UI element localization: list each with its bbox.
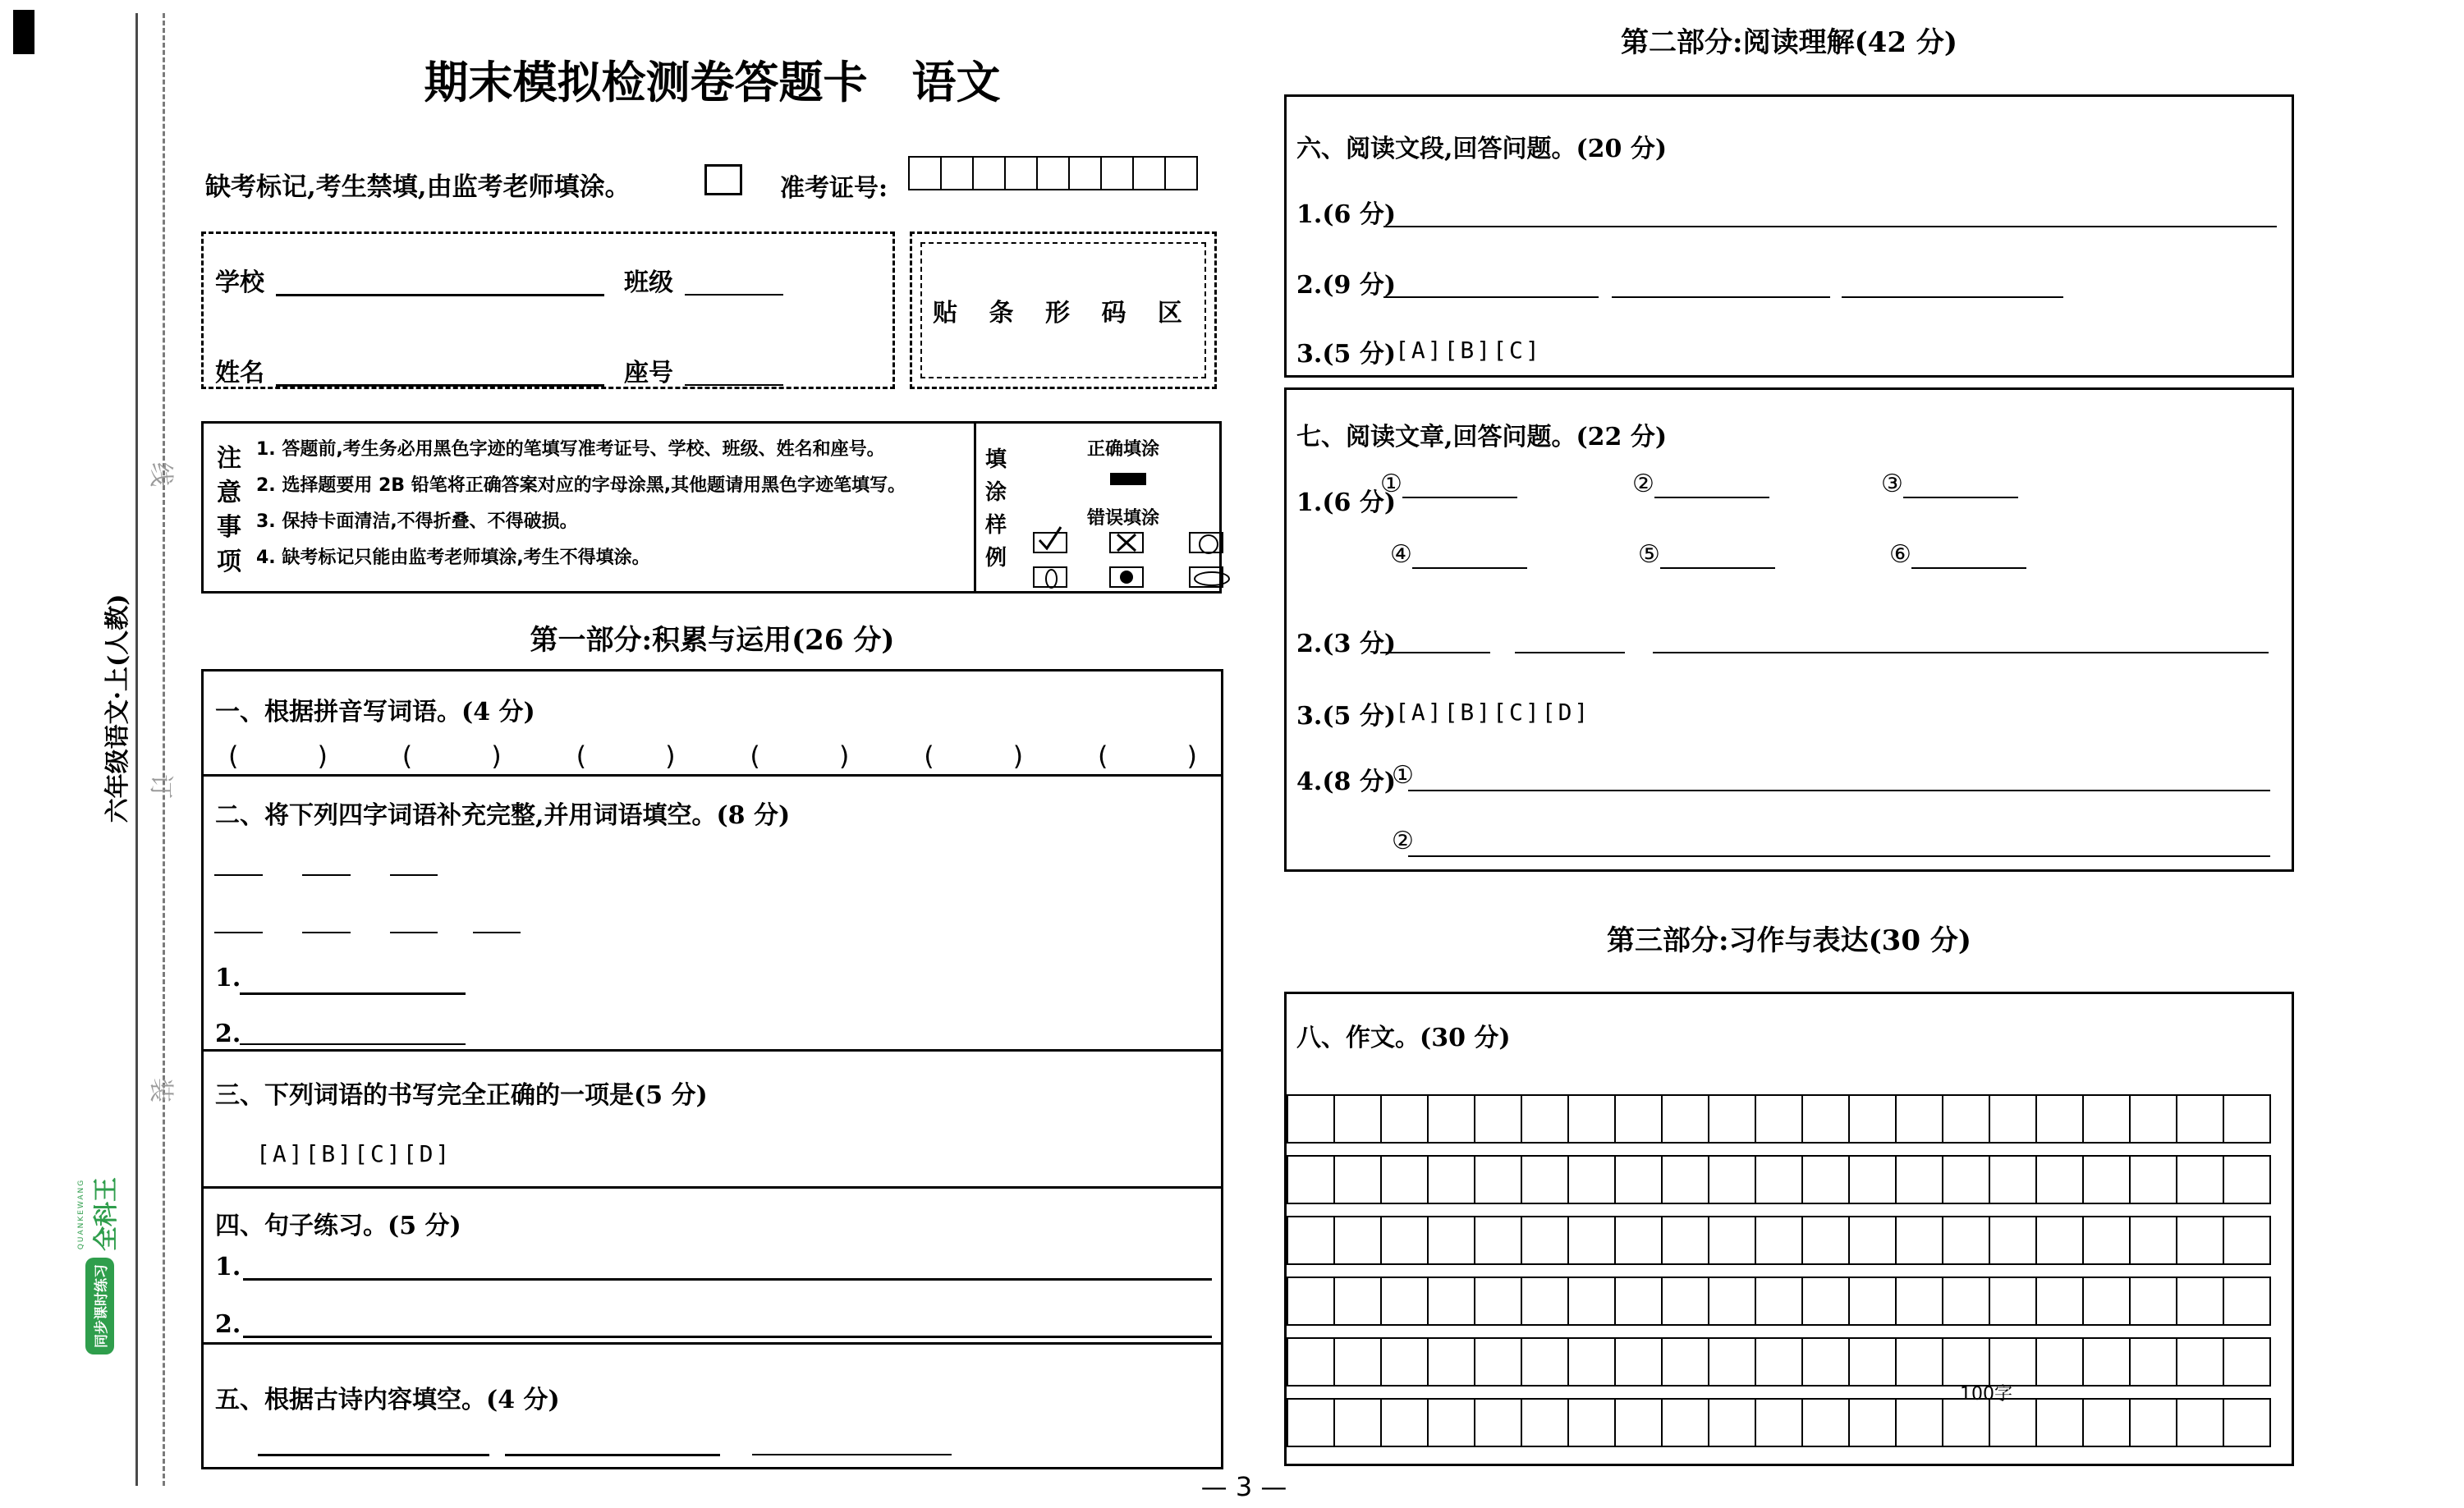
composition-cell[interactable]	[1614, 1337, 1663, 1387]
composition-cell[interactable]	[1567, 1337, 1616, 1387]
poem-blank-2[interactable]	[505, 1453, 720, 1456]
composition-cell[interactable]	[1380, 1277, 1429, 1326]
sample-box-wide-oval	[1189, 566, 1223, 588]
composition-cell[interactable]	[1287, 1155, 1335, 1204]
sample-box-check	[1033, 532, 1067, 553]
composition-cell[interactable]	[2082, 1094, 2131, 1144]
exam-no-cell[interactable]	[1164, 156, 1198, 190]
idiom-blank[interactable]	[390, 873, 438, 876]
composition-row	[1288, 1337, 2271, 1387]
composition-cell[interactable]	[1848, 1398, 1897, 1447]
composition-cell[interactable]	[1755, 1398, 1803, 1447]
composition-cell[interactable]	[1942, 1277, 1990, 1326]
sample-box-cross	[1109, 532, 1144, 553]
composition-cell[interactable]	[1427, 1337, 1475, 1387]
composition-cell[interactable]	[1801, 1155, 1850, 1204]
composition-cell[interactable]	[2176, 1398, 2224, 1447]
composition-cell[interactable]	[1661, 1337, 1709, 1387]
section-2-answer-line-1[interactable]	[240, 992, 466, 995]
composition-cell[interactable]	[1989, 1337, 2037, 1387]
correct-fill-label: 正确填涂	[1087, 439, 1160, 460]
poem-blank-1[interactable]	[258, 1453, 489, 1456]
answer-paren[interactable]: ( )	[401, 740, 502, 772]
composition-cell[interactable]	[1848, 1337, 1897, 1387]
composition-cell[interactable]	[1708, 1094, 1756, 1144]
composition-cell[interactable]	[2223, 1094, 2271, 1144]
composition-cell[interactable]	[1333, 1094, 1382, 1144]
composition-cell[interactable]	[1661, 1277, 1709, 1326]
sample-box-circle	[1189, 532, 1223, 553]
logo-brand-en: QUANKEWANG	[77, 1178, 85, 1250]
composition-cell[interactable]	[1708, 1216, 1756, 1265]
composition-cell[interactable]	[1708, 1337, 1756, 1387]
circled-2: ②	[1632, 470, 1654, 498]
composition-cell[interactable]	[2035, 1398, 2084, 1447]
section-6-item-1: 1.(6 分)	[1296, 200, 1397, 229]
composition-cell[interactable]	[1380, 1094, 1429, 1144]
school-input-line[interactable]	[276, 293, 604, 296]
composition-cell[interactable]	[2176, 1337, 2224, 1387]
binding-line-solid	[135, 13, 138, 1486]
composition-cell[interactable]	[1380, 1155, 1429, 1204]
school-label: 学校	[215, 268, 264, 297]
composition-cell[interactable]	[1474, 1277, 1522, 1326]
composition-cell[interactable]	[1895, 1216, 1943, 1265]
section-6-item-3: 3.(5 分)	[1296, 340, 1397, 369]
idiom-blank[interactable]	[214, 931, 263, 933]
composition-cell[interactable]	[2223, 1398, 2271, 1447]
composition-cell[interactable]	[1755, 1216, 1803, 1265]
name-input-line[interactable]	[276, 383, 604, 387]
idiom-blank[interactable]	[390, 931, 438, 933]
composition-cell[interactable]	[1521, 1398, 1569, 1447]
composition-cell[interactable]	[2035, 1277, 2084, 1326]
composition-cell[interactable]	[1708, 1277, 1756, 1326]
section-6-answer-line-1[interactable]	[1383, 225, 2277, 227]
composition-cell[interactable]	[1614, 1398, 1663, 1447]
composition-cell[interactable]	[1567, 1216, 1616, 1265]
class-label: 班级	[624, 268, 673, 297]
section-7-item-1: 1.(6 分)	[1296, 488, 1397, 517]
section-6-item-2: 2.(9 分)	[1296, 271, 1397, 300]
composition-cell[interactable]	[1567, 1155, 1616, 1204]
notice-divider	[974, 424, 976, 591]
notice-label: 注意事项	[217, 444, 241, 576]
answer-paren[interactable]: ( )	[576, 740, 676, 772]
composition-cell[interactable]	[1333, 1277, 1382, 1326]
composition-cell[interactable]	[2129, 1155, 2177, 1204]
composition-cell[interactable]	[1848, 1277, 1897, 1326]
section-7-item-3: 3.(5 分)	[1296, 702, 1397, 731]
composition-cell[interactable]	[1427, 1094, 1475, 1144]
composition-cell[interactable]	[1801, 1277, 1850, 1326]
composition-cell[interactable]	[2176, 1216, 2224, 1265]
composition-cell[interactable]	[1474, 1216, 1522, 1265]
seat-input-line[interactable]	[685, 383, 783, 386]
idiom-blank[interactable]	[302, 931, 351, 933]
class-input-line[interactable]	[685, 293, 783, 296]
composition-cell[interactable]	[1661, 1216, 1709, 1265]
sample-box-thin-oval	[1033, 566, 1067, 588]
circled-sub-2: ②	[1392, 827, 1414, 855]
composition-cell[interactable]	[2082, 1337, 2131, 1387]
section-7-answer-line-2b[interactable]	[1515, 651, 1625, 653]
circled-5: ⑤	[1638, 540, 1660, 569]
composition-cell[interactable]	[2082, 1216, 2131, 1265]
circled-5-line[interactable]	[1660, 539, 1775, 569]
part2-heading: 第二部分:阅读理解(42 分)	[1621, 26, 1957, 59]
exam-no-cell[interactable]	[1132, 156, 1166, 190]
thin-oval-icon	[1045, 569, 1058, 589]
binding-char-ding: 订	[146, 774, 175, 799]
composition-cell[interactable]	[1427, 1216, 1475, 1265]
composition-cell[interactable]	[1474, 1094, 1522, 1144]
section-2-box	[201, 774, 1223, 1052]
composition-cell[interactable]	[1895, 1277, 1943, 1326]
composition-cell[interactable]	[1287, 1216, 1335, 1265]
section-3-title: 三、下列词语的书写完全正确的一项是(5 分)	[215, 1081, 708, 1110]
absent-mark-box[interactable]	[704, 164, 742, 195]
composition-row	[1288, 1155, 2271, 1204]
composition-cell[interactable]	[1895, 1398, 1943, 1447]
composition-cell[interactable]	[2176, 1155, 2224, 1204]
composition-cell[interactable]	[2223, 1337, 2271, 1387]
composition-cell[interactable]	[1989, 1398, 2037, 1447]
composition-cell[interactable]	[1474, 1155, 1522, 1204]
publisher-logo	[77, 1166, 122, 1354]
composition-cell[interactable]	[1521, 1337, 1569, 1387]
answer-paren[interactable]: ( )	[750, 740, 850, 772]
blank-group-2[interactable]	[1632, 469, 1769, 498]
circled-4: ④	[1390, 540, 1412, 569]
composition-cell[interactable]	[1801, 1216, 1850, 1265]
composition-cell[interactable]	[1989, 1277, 2037, 1326]
corner-registration-mark	[13, 10, 34, 54]
composition-cell[interactable]	[2223, 1155, 2271, 1204]
composition-cell[interactable]	[1989, 1094, 2037, 1144]
exam-no-cell[interactable]	[1100, 156, 1134, 190]
composition-row	[1288, 1398, 2271, 1447]
notice-box	[201, 421, 1222, 594]
circled-2-line[interactable]	[1654, 469, 1769, 498]
section-6-answer-line-2a[interactable]	[1383, 296, 1599, 298]
dot-icon	[1120, 571, 1133, 584]
fill-sample-label: 填涂样例	[985, 447, 1007, 571]
composition-cell[interactable]	[2129, 1337, 2177, 1387]
composition-cell[interactable]	[1380, 1337, 1429, 1387]
composition-cell[interactable]	[1755, 1155, 1803, 1204]
binding-char-zhuang: 装	[146, 1078, 175, 1102]
barcode-area-outer[interactable]	[910, 231, 1217, 389]
composition-cell[interactable]	[1895, 1155, 1943, 1204]
composition-cell[interactable]	[1521, 1094, 1569, 1144]
composition-cell[interactable]	[1567, 1277, 1616, 1326]
circled-6: ⑥	[1889, 540, 1911, 569]
composition-cell[interactable]	[1942, 1337, 1990, 1387]
composition-cell[interactable]	[1521, 1216, 1569, 1265]
blank-group-1[interactable]	[1380, 469, 1517, 498]
composition-cell[interactable]	[2035, 1094, 2084, 1144]
composition-row	[1288, 1216, 2271, 1265]
barcode-area-inner	[920, 242, 1206, 378]
exam-no-cell[interactable]	[908, 156, 942, 190]
composition-cell[interactable]	[1287, 1398, 1335, 1447]
composition-cell[interactable]	[1287, 1277, 1335, 1326]
section-4-item-2: 2.	[215, 1310, 241, 1339]
composition-cell[interactable]	[1333, 1216, 1382, 1265]
composition-cell[interactable]	[1380, 1398, 1429, 1447]
idiom-blank[interactable]	[214, 873, 263, 876]
exam-no-grid[interactable]	[910, 156, 1198, 190]
composition-cell[interactable]	[2176, 1277, 2224, 1326]
poem-blank-3[interactable]	[752, 1453, 952, 1455]
composition-cell[interactable]	[2129, 1094, 2177, 1144]
idiom-blank[interactable]	[302, 873, 351, 876]
composition-cell[interactable]	[1661, 1094, 1709, 1144]
exam-no-cell[interactable]	[1068, 156, 1102, 190]
composition-cell[interactable]	[1989, 1155, 2037, 1204]
wide-oval-icon	[1194, 571, 1230, 586]
composition-cell[interactable]	[2129, 1277, 2177, 1326]
idiom-blank[interactable]	[473, 931, 521, 933]
seat-label: 座号	[624, 359, 673, 387]
composition-cell[interactable]	[1755, 1337, 1803, 1387]
composition-cell[interactable]	[1942, 1216, 1990, 1265]
composition-cell[interactable]	[1989, 1216, 2037, 1265]
section-2-item-2: 2.	[215, 1020, 241, 1048]
section-4-title: 四、句子练习。(5 分)	[215, 1212, 461, 1240]
composition-cell[interactable]	[1661, 1155, 1709, 1204]
composition-cell[interactable]	[1942, 1094, 1990, 1144]
composition-cell[interactable]	[2035, 1337, 2084, 1387]
composition-cell[interactable]	[1661, 1398, 1709, 1447]
composition-cell[interactable]	[2082, 1155, 2131, 1204]
composition-cell[interactable]	[1942, 1398, 1990, 1447]
section-4-box	[201, 1186, 1223, 1345]
section-6-answer-line-2c[interactable]	[1842, 296, 2063, 298]
exam-no-cell[interactable]	[940, 156, 974, 190]
sample-box-dot	[1109, 566, 1144, 588]
part3-heading: 第三部分:习作与表达(30 分)	[1607, 924, 1971, 957]
composition-cell[interactable]	[1895, 1337, 1943, 1387]
composition-cell[interactable]	[1614, 1216, 1663, 1265]
composition-grid[interactable]	[1288, 1094, 2271, 1459]
composition-cell[interactable]	[1755, 1094, 1803, 1144]
section-1-title: 一、根据拼音写词语。(4 分)	[215, 698, 535, 726]
wrong-fill-label: 错误填涂	[1087, 508, 1160, 529]
section-7-answer-line-4b[interactable]	[1408, 855, 2270, 857]
composition-cell[interactable]	[2035, 1155, 2084, 1204]
blank-group-3[interactable]	[1881, 469, 2018, 498]
section-7-box	[1284, 387, 2294, 872]
answer-paren[interactable]: ( )	[228, 740, 328, 772]
composition-row	[1288, 1094, 2271, 1144]
composition-cell[interactable]	[1708, 1398, 1756, 1447]
blank-group-5[interactable]	[1638, 539, 1775, 569]
section-8-title: 八、作文。(30 分)	[1296, 1024, 1511, 1052]
composition-cell[interactable]	[2176, 1094, 2224, 1144]
composition-cell[interactable]	[1848, 1216, 1897, 1265]
section-2-answer-line-2[interactable]	[240, 1043, 466, 1045]
section-5-box	[201, 1342, 1223, 1469]
composition-cell[interactable]	[1848, 1155, 1897, 1204]
composition-cell[interactable]	[1614, 1155, 1663, 1204]
circled-4-line[interactable]	[1412, 539, 1527, 569]
composition-cell[interactable]	[1474, 1398, 1522, 1447]
page-number: — 3 —	[1200, 1471, 1287, 1502]
section-4-answer-line-2[interactable]	[243, 1335, 1212, 1338]
composition-cell[interactable]	[1521, 1155, 1569, 1204]
circled-3: ③	[1881, 470, 1903, 498]
composition-cell[interactable]	[1567, 1094, 1616, 1144]
composition-cell[interactable]	[1755, 1277, 1803, 1326]
circled-6-line[interactable]	[1911, 539, 2026, 569]
exam-no-label: 准考证号:	[780, 174, 888, 203]
section-7-answer-line-2a[interactable]	[1380, 651, 1490, 653]
section-6-options[interactable]: [A][B][C]	[1395, 337, 1542, 364]
section-4-item-1: 1.	[215, 1253, 241, 1281]
name-label: 姓名	[215, 359, 264, 387]
composition-cell[interactable]	[1614, 1094, 1663, 1144]
absent-mark-note: 缺考标记,考生禁填,由监考老师填涂。	[205, 172, 631, 202]
section-3-box	[201, 1049, 1223, 1189]
blank-group-4[interactable]	[1390, 539, 1527, 569]
section-7-answer-line-2c[interactable]	[1653, 651, 2269, 653]
composition-cell[interactable]	[1474, 1337, 1522, 1387]
student-info-box	[201, 231, 895, 389]
sheet-title: 期末模拟检测卷答题卡 语文	[424, 56, 1001, 108]
correct-fill-mark	[1110, 473, 1146, 485]
composition-cell[interactable]	[2223, 1216, 2271, 1265]
logo-series-badge: 同步课时练习	[85, 1258, 114, 1354]
composition-cell[interactable]	[1427, 1277, 1475, 1326]
section-5-title: 五、根据古诗内容填空。(4 分)	[215, 1386, 560, 1414]
section-8-box	[1284, 992, 2294, 1466]
composition-cell[interactable]	[1614, 1277, 1663, 1326]
composition-cell[interactable]	[1287, 1337, 1335, 1387]
composition-cell[interactable]	[1708, 1155, 1756, 1204]
exam-no-cell[interactable]	[972, 156, 1006, 190]
section-2-title: 二、将下列四字词语补充完整,并用词语填空。(8 分)	[215, 801, 791, 830]
composition-cell[interactable]	[2223, 1277, 2271, 1326]
composition-cell[interactable]	[1801, 1398, 1850, 1447]
exam-no-cell[interactable]	[1004, 156, 1038, 190]
composition-cell[interactable]	[1801, 1094, 1850, 1144]
answer-paren[interactable]: ( )	[1097, 740, 1197, 772]
composition-cell[interactable]	[1848, 1094, 1897, 1144]
circle-icon	[1199, 534, 1218, 554]
section-3-options[interactable]: [A][B][C][D]	[256, 1140, 452, 1167]
composition-cell[interactable]	[1380, 1216, 1429, 1265]
composition-cell[interactable]	[2082, 1277, 2131, 1326]
composition-row	[1288, 1277, 2271, 1326]
composition-cell[interactable]	[2035, 1216, 2084, 1265]
composition-cell[interactable]	[1333, 1155, 1382, 1204]
check-icon	[1036, 524, 1064, 552]
section-7-answer-line-4a[interactable]	[1408, 789, 2270, 791]
barcode-label: 贴 条 形 码 区	[933, 299, 1194, 328]
binding-line-dashed	[163, 13, 165, 1486]
composition-cell[interactable]	[1427, 1155, 1475, 1204]
section-1-box	[201, 669, 1223, 777]
notice-item-1: 1. 答题前,考生务必用黑色字迹的笔填写准考证号、学校、班级、姓名和座号。	[256, 439, 885, 460]
section-2-item-1: 1.	[215, 964, 241, 992]
composition-cell[interactable]	[1427, 1398, 1475, 1447]
section-7-item-4: 4.(8 分)	[1296, 768, 1397, 796]
section-6-answer-line-2b[interactable]	[1612, 296, 1830, 298]
word-count-marker: 100字	[1960, 1384, 2012, 1405]
section-4-answer-line-1[interactable]	[243, 1277, 1212, 1281]
notice-item-3: 3. 保持卡面清洁,不得折叠、不得破损。	[256, 511, 578, 532]
exam-no-cell[interactable]	[1036, 156, 1070, 190]
answer-paren[interactable]: ( )	[924, 740, 1024, 772]
composition-cell[interactable]	[1521, 1277, 1569, 1326]
notice-item-2: 2. 选择题要用 2B 铅笔将正确答案对应的字母涂黑,其他题请用黑色字迹笔填写。	[256, 475, 906, 496]
circled-sub-1: ①	[1392, 761, 1414, 790]
x-icon	[1116, 533, 1137, 552]
book-edition-title: 六年级语文·上(人教)	[103, 594, 132, 823]
blank-group-6[interactable]	[1889, 539, 2026, 569]
section-6-title: 六、阅读文段,回答问题。(20 分)	[1296, 135, 1668, 163]
section-6-box	[1284, 94, 2294, 378]
section-7-item-2: 2.(3 分)	[1296, 630, 1397, 658]
circled-3-line[interactable]	[1903, 469, 2018, 498]
notice-item-4: 4. 缺考标记只能由监考老师填涂,考生不得填涂。	[256, 548, 650, 568]
logo-brand: 全科王	[92, 1177, 121, 1251]
composition-cell[interactable]	[1895, 1094, 1943, 1144]
composition-cell[interactable]	[1333, 1398, 1382, 1447]
composition-cell[interactable]	[2129, 1216, 2177, 1265]
circled-1: ①	[1380, 470, 1402, 498]
circled-1-line[interactable]	[1402, 469, 1517, 498]
section-7-options[interactable]: [A][B][C][D]	[1395, 699, 1591, 726]
pinyin-answer-parens[interactable]	[228, 736, 1197, 773]
composition-cell[interactable]	[1287, 1094, 1335, 1144]
composition-cell[interactable]	[1801, 1337, 1850, 1387]
composition-cell[interactable]	[2129, 1398, 2177, 1447]
binding-char-xian: 线	[146, 462, 175, 487]
composition-cell[interactable]	[2082, 1398, 2131, 1447]
composition-cell[interactable]	[1567, 1398, 1616, 1447]
composition-cell[interactable]	[1333, 1337, 1382, 1387]
composition-cell[interactable]	[1942, 1155, 1990, 1204]
section-7-title: 七、阅读文章,回答问题。(22 分)	[1296, 423, 1668, 451]
part1-heading: 第一部分:积累与运用(26 分)	[530, 624, 895, 657]
